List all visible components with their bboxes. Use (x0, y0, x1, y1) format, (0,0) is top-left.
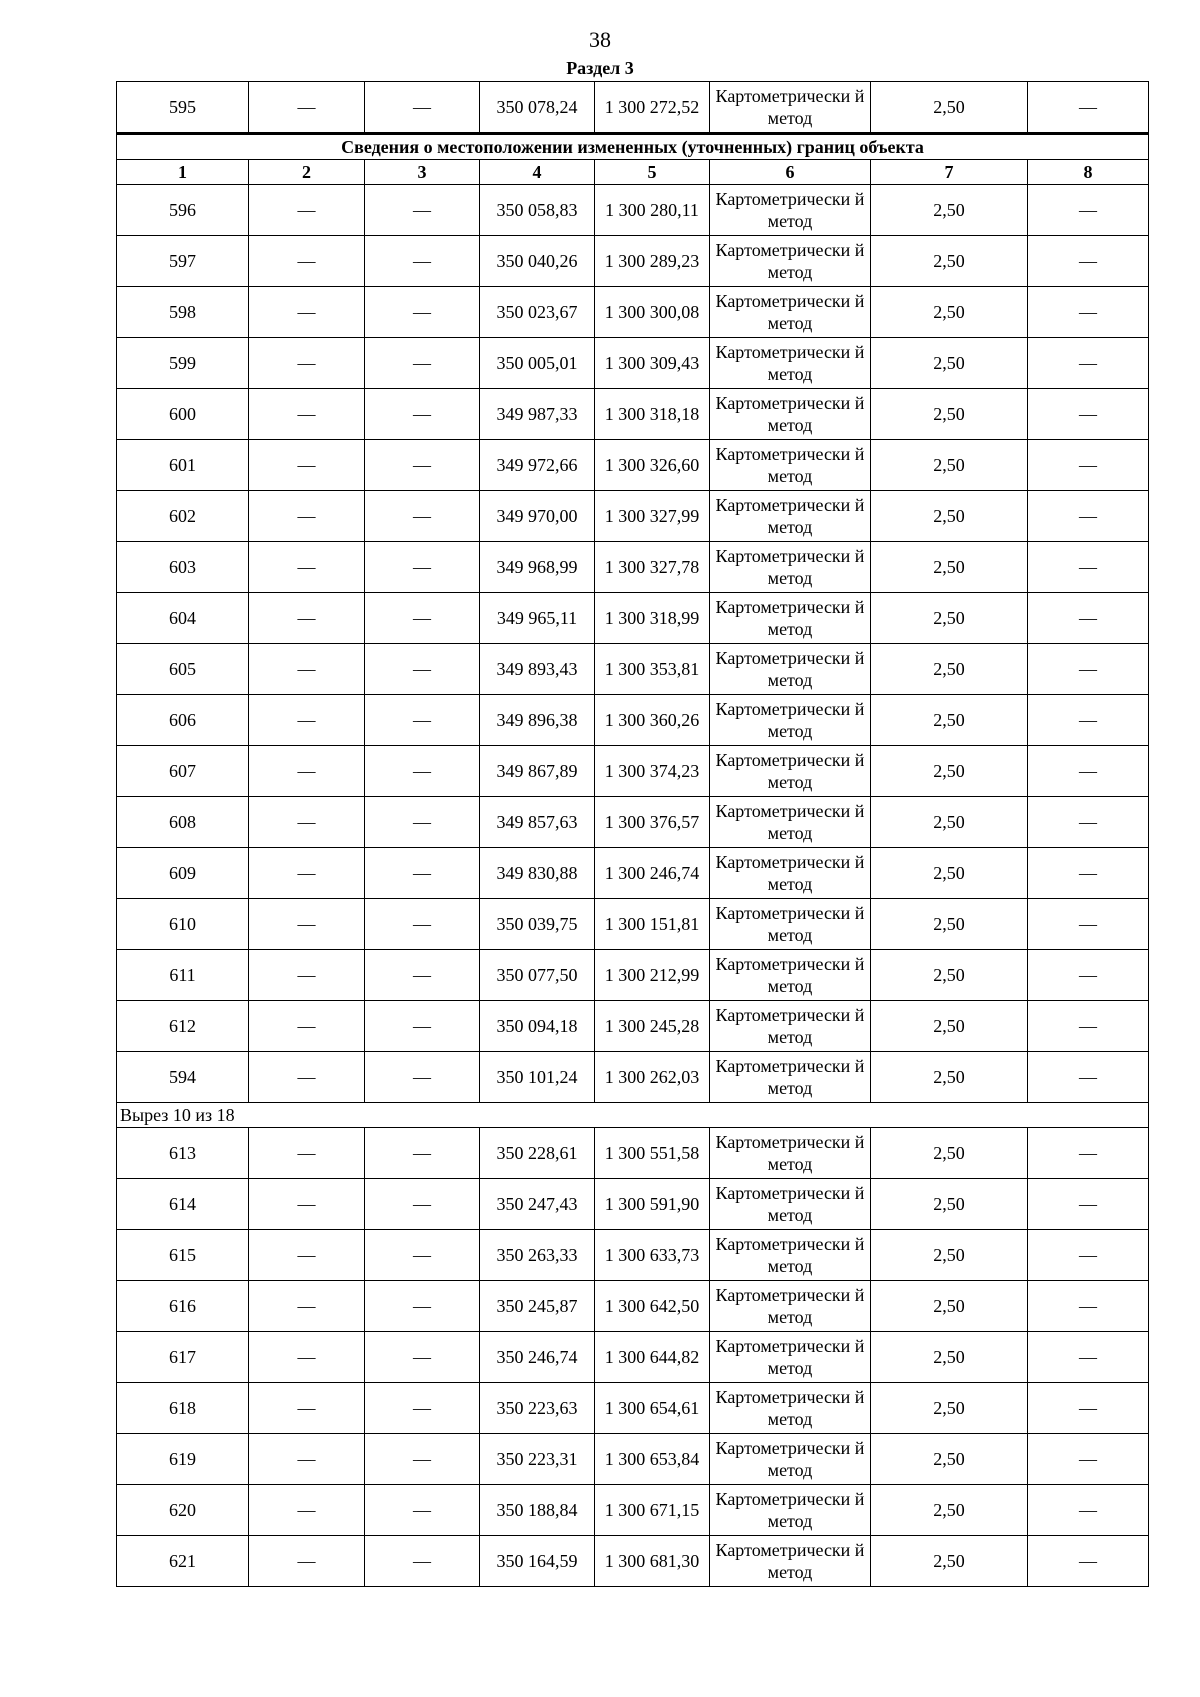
method: Картометрически й метод (710, 338, 871, 389)
point-number: 615 (117, 1230, 249, 1281)
cell-col8: — (1028, 1001, 1149, 1052)
method: Картометрически й метод (710, 1001, 871, 1052)
cell-col8: — (1028, 695, 1149, 746)
table-row (117, 185, 1149, 236)
cell-col8: — (1028, 185, 1149, 236)
cell-col2: — (249, 797, 365, 848)
table-row (117, 287, 1149, 338)
coord-x: 350 164,59 (480, 1536, 595, 1587)
method: Картометрически й метод (710, 542, 871, 593)
coord-x: 350 245,87 (480, 1281, 595, 1332)
cell-col8: — (1028, 1536, 1149, 1587)
table-row (117, 542, 1149, 593)
cell-col8: — (1028, 644, 1149, 695)
coord-y: 1 300 272,52 (595, 82, 710, 134)
method: Картометрически й метод (710, 440, 871, 491)
coord-x: 349 970,00 (480, 491, 595, 542)
column-header-row (117, 160, 1149, 185)
table-row (117, 1052, 1149, 1103)
method: Картометрически й метод (710, 644, 871, 695)
point-number: 608 (117, 797, 249, 848)
accuracy: 2,50 (871, 644, 1028, 695)
point-number: 612 (117, 1001, 249, 1052)
cell-col2: — (249, 389, 365, 440)
cell-col8: — (1028, 389, 1149, 440)
accuracy: 2,50 (871, 440, 1028, 491)
table-row (117, 338, 1149, 389)
cell-col2: — (249, 746, 365, 797)
point-number: 613 (117, 1128, 249, 1179)
accuracy: 2,50 (871, 1179, 1028, 1230)
cell-col3: — (365, 1485, 480, 1536)
accuracy: 2,50 (871, 542, 1028, 593)
cell-col3: — (365, 695, 480, 746)
cell-col3: — (365, 440, 480, 491)
cell-col2: — (249, 1052, 365, 1103)
accuracy: 2,50 (871, 593, 1028, 644)
coord-y: 1 300 318,99 (595, 593, 710, 644)
cell-col3: — (365, 1536, 480, 1587)
accuracy: 2,50 (871, 899, 1028, 950)
cell-col8: — (1028, 950, 1149, 1001)
cell-col8: — (1028, 797, 1149, 848)
coord-x: 350 039,75 (480, 899, 595, 950)
cell-col2: — (249, 1434, 365, 1485)
cell-col8: — (1028, 1281, 1149, 1332)
table-row (117, 899, 1149, 950)
table-row (117, 1128, 1149, 1179)
cell-col8: — (1028, 491, 1149, 542)
table-row (117, 1179, 1149, 1230)
coord-x: 349 867,89 (480, 746, 595, 797)
coord-y: 1 300 245,28 (595, 1001, 710, 1052)
accuracy: 2,50 (871, 185, 1028, 236)
cell-col8: — (1028, 440, 1149, 491)
cell-col3: — (365, 389, 480, 440)
method: Картометрически й метод (710, 1383, 871, 1434)
point-number: 596 (117, 185, 249, 236)
cell-col8: — (1028, 542, 1149, 593)
coord-y: 1 300 551,58 (595, 1128, 710, 1179)
column-header: 4 (480, 160, 595, 185)
cell-col3: — (365, 848, 480, 899)
cell-col2: — (249, 82, 365, 134)
cutout-label: Вырез 10 из 18 (117, 1103, 1149, 1128)
cell-col3: — (365, 899, 480, 950)
coord-x: 349 857,63 (480, 797, 595, 848)
cell-col3: — (365, 185, 480, 236)
point-number: 597 (117, 236, 249, 287)
coord-y: 1 300 262,03 (595, 1052, 710, 1103)
cell-col8: — (1028, 1383, 1149, 1434)
cell-col3: — (365, 797, 480, 848)
point-number: 619 (117, 1434, 249, 1485)
point-number: 617 (117, 1332, 249, 1383)
coord-x: 349 987,33 (480, 389, 595, 440)
cell-col3: — (365, 287, 480, 338)
cell-col2: — (249, 1179, 365, 1230)
point-number: 595 (117, 82, 249, 134)
cell-col3: — (365, 593, 480, 644)
coord-y: 1 300 289,23 (595, 236, 710, 287)
cell-col3: — (365, 644, 480, 695)
method: Картометрически й метод (710, 1230, 871, 1281)
coord-x: 350 228,61 (480, 1128, 595, 1179)
method: Картометрически й метод (710, 746, 871, 797)
table-row (117, 1434, 1149, 1485)
cell-col3: — (365, 1230, 480, 1281)
table-row (117, 1485, 1149, 1536)
coord-x: 350 005,01 (480, 338, 595, 389)
cell-col8: — (1028, 1332, 1149, 1383)
accuracy: 2,50 (871, 1128, 1028, 1179)
coord-y: 1 300 353,81 (595, 644, 710, 695)
cell-col8: — (1028, 1485, 1149, 1536)
cell-col8: — (1028, 1128, 1149, 1179)
accuracy: 2,50 (871, 1001, 1028, 1052)
accuracy: 2,50 (871, 1383, 1028, 1434)
point-number: 600 (117, 389, 249, 440)
coord-x: 350 023,67 (480, 287, 595, 338)
cell-col8: — (1028, 1434, 1149, 1485)
cell-col8: — (1028, 287, 1149, 338)
table-row (117, 1332, 1149, 1383)
coord-x: 349 972,66 (480, 440, 595, 491)
method: Картометрически й метод (710, 1536, 871, 1587)
coord-x: 349 968,99 (480, 542, 595, 593)
method: Картометрически й метод (710, 1332, 871, 1383)
coord-x: 350 247,43 (480, 1179, 595, 1230)
coord-x: 350 101,24 (480, 1052, 595, 1103)
cell-col2: — (249, 593, 365, 644)
cell-col3: — (365, 236, 480, 287)
cell-col3: — (365, 82, 480, 134)
column-header: 6 (710, 160, 871, 185)
coord-y: 1 300 326,60 (595, 440, 710, 491)
coord-x: 350 246,74 (480, 1332, 595, 1383)
method: Картометрически й метод (710, 899, 871, 950)
point-number: 611 (117, 950, 249, 1001)
point-number: 607 (117, 746, 249, 797)
method: Картометрически й метод (710, 1434, 871, 1485)
accuracy: 2,50 (871, 1332, 1028, 1383)
point-number: 603 (117, 542, 249, 593)
cell-col2: — (249, 236, 365, 287)
cell-col3: — (365, 1179, 480, 1230)
method: Картометрически й метод (710, 236, 871, 287)
table-row (117, 1230, 1149, 1281)
accuracy: 2,50 (871, 82, 1028, 134)
accuracy: 2,50 (871, 1230, 1028, 1281)
column-header: 2 (249, 160, 365, 185)
cell-col3: — (365, 1434, 480, 1485)
table-row (117, 1001, 1149, 1052)
coord-y: 1 300 633,73 (595, 1230, 710, 1281)
method: Картометрически й метод (710, 287, 871, 338)
cell-col2: — (249, 287, 365, 338)
page-number: 38 (589, 27, 611, 52)
table-row (117, 644, 1149, 695)
cell-col2: — (249, 1128, 365, 1179)
cell-col3: — (365, 338, 480, 389)
coord-y: 1 300 681,30 (595, 1536, 710, 1587)
method: Картометрически й метод (710, 950, 871, 1001)
cell-col3: — (365, 950, 480, 1001)
method: Картометрически й метод (710, 1281, 871, 1332)
cell-col2: — (249, 338, 365, 389)
method: Картометрически й метод (710, 797, 871, 848)
column-header: 5 (595, 160, 710, 185)
table-row (117, 593, 1149, 644)
accuracy: 2,50 (871, 1281, 1028, 1332)
cell-col2: — (249, 1485, 365, 1536)
cell-col2: — (249, 491, 365, 542)
table-row (117, 950, 1149, 1001)
column-header: 8 (1028, 160, 1149, 185)
table-row (117, 1536, 1149, 1587)
coord-y: 1 300 360,26 (595, 695, 710, 746)
point-number: 605 (117, 644, 249, 695)
cell-col3: — (365, 491, 480, 542)
cell-col3: — (365, 1332, 480, 1383)
coord-x: 350 223,31 (480, 1434, 595, 1485)
point-number: 604 (117, 593, 249, 644)
cell-col2: — (249, 899, 365, 950)
point-number: 601 (117, 440, 249, 491)
method: Картометрически й метод (710, 848, 871, 899)
point-number: 602 (117, 491, 249, 542)
cell-col3: — (365, 1383, 480, 1434)
coord-x: 349 896,38 (480, 695, 595, 746)
accuracy: 2,50 (871, 1536, 1028, 1587)
cell-col3: — (365, 1281, 480, 1332)
method: Картометрически й метод (710, 1128, 871, 1179)
cell-col2: — (249, 1383, 365, 1434)
method: Картометрически й метод (710, 491, 871, 542)
point-number: 594 (117, 1052, 249, 1103)
cell-col8: — (1028, 746, 1149, 797)
accuracy: 2,50 (871, 491, 1028, 542)
cell-col2: — (249, 1332, 365, 1383)
coord-y: 1 300 280,11 (595, 185, 710, 236)
cell-col8: — (1028, 593, 1149, 644)
cell-col2: — (249, 1230, 365, 1281)
accuracy: 2,50 (871, 797, 1028, 848)
accuracy: 2,50 (871, 1434, 1028, 1485)
coord-y: 1 300 327,78 (595, 542, 710, 593)
cell-col2: — (249, 644, 365, 695)
method: Картометрически й метод (710, 695, 871, 746)
coord-x: 350 077,50 (480, 950, 595, 1001)
caption-row (117, 134, 1149, 160)
cell-col8: — (1028, 338, 1149, 389)
coord-y: 1 300 309,43 (595, 338, 710, 389)
cell-col8: — (1028, 82, 1149, 134)
table-row (117, 389, 1149, 440)
column-header: 7 (871, 160, 1028, 185)
coord-y: 1 300 591,90 (595, 1179, 710, 1230)
table-row (117, 695, 1149, 746)
table-row (117, 848, 1149, 899)
point-number: 598 (117, 287, 249, 338)
coord-x: 349 893,43 (480, 644, 595, 695)
coordinates-table-body (117, 82, 1149, 1587)
column-header: 3 (365, 160, 480, 185)
table-caption: Сведения о местоположении измененных (уточненных) границ объекта (117, 134, 1149, 160)
accuracy: 2,50 (871, 389, 1028, 440)
accuracy: 2,50 (871, 848, 1028, 899)
coord-y: 1 300 327,99 (595, 491, 710, 542)
cell-col8: — (1028, 899, 1149, 950)
cell-col3: — (365, 1052, 480, 1103)
point-number: 621 (117, 1536, 249, 1587)
method: Картометрически й метод (710, 1179, 871, 1230)
coord-y: 1 300 151,81 (595, 899, 710, 950)
coord-x: 350 223,63 (480, 1383, 595, 1434)
method: Картометрически й метод (710, 389, 871, 440)
accuracy: 2,50 (871, 746, 1028, 797)
cell-col2: — (249, 1536, 365, 1587)
table-row (117, 1383, 1149, 1434)
method: Картометрически й метод (710, 82, 871, 134)
coord-x: 349 965,11 (480, 593, 595, 644)
accuracy: 2,50 (871, 1485, 1028, 1536)
cell-col8: — (1028, 1230, 1149, 1281)
cutout-row (117, 1103, 1149, 1128)
table-row (117, 491, 1149, 542)
cell-col2: — (249, 848, 365, 899)
coord-y: 1 300 374,23 (595, 746, 710, 797)
table-row (117, 746, 1149, 797)
table-row (117, 797, 1149, 848)
method: Картометрически й метод (710, 593, 871, 644)
point-number: 614 (117, 1179, 249, 1230)
cell-col8: — (1028, 1179, 1149, 1230)
table-row (117, 1281, 1149, 1332)
coord-y: 1 300 642,50 (595, 1281, 710, 1332)
method: Картометрически й метод (710, 1052, 871, 1103)
point-number: 618 (117, 1383, 249, 1434)
cell-col3: — (365, 746, 480, 797)
coord-y: 1 300 376,57 (595, 797, 710, 848)
column-header: 1 (117, 160, 249, 185)
cell-col3: — (365, 542, 480, 593)
accuracy: 2,50 (871, 695, 1028, 746)
coord-y: 1 300 653,84 (595, 1434, 710, 1485)
coord-y: 1 300 654,61 (595, 1383, 710, 1434)
coord-y: 1 300 246,74 (595, 848, 710, 899)
coord-x: 350 094,18 (480, 1001, 595, 1052)
cell-col2: — (249, 1001, 365, 1052)
point-number: 620 (117, 1485, 249, 1536)
accuracy: 2,50 (871, 338, 1028, 389)
coord-x: 349 830,88 (480, 848, 595, 899)
accuracy: 2,50 (871, 1052, 1028, 1103)
coordinates-table (116, 81, 1149, 1587)
method: Картометрически й метод (710, 185, 871, 236)
point-number: 609 (117, 848, 249, 899)
cell-col8: — (1028, 848, 1149, 899)
coord-y: 1 300 644,82 (595, 1332, 710, 1383)
coord-x: 350 040,26 (480, 236, 595, 287)
accuracy: 2,50 (871, 236, 1028, 287)
method: Картометрически й метод (710, 1485, 871, 1536)
cell-col2: — (249, 695, 365, 746)
cell-col2: — (249, 950, 365, 1001)
coord-x: 350 078,24 (480, 82, 595, 134)
cell-col3: — (365, 1128, 480, 1179)
point-number: 610 (117, 899, 249, 950)
cell-col2: — (249, 440, 365, 491)
coord-x: 350 263,33 (480, 1230, 595, 1281)
coord-x: 350 058,83 (480, 185, 595, 236)
coord-y: 1 300 671,15 (595, 1485, 710, 1536)
accuracy: 2,50 (871, 950, 1028, 1001)
cell-col8: — (1028, 236, 1149, 287)
coord-y: 1 300 318,18 (595, 389, 710, 440)
table-row (117, 82, 1149, 134)
cell-col2: — (249, 542, 365, 593)
table-row (117, 440, 1149, 491)
section-title: Раздел 3 (566, 58, 634, 78)
cell-col3: — (365, 1001, 480, 1052)
accuracy: 2,50 (871, 287, 1028, 338)
point-number: 599 (117, 338, 249, 389)
coord-x: 350 188,84 (480, 1485, 595, 1536)
cell-col2: — (249, 185, 365, 236)
cell-col8: — (1028, 1052, 1149, 1103)
cell-col2: — (249, 1281, 365, 1332)
coord-y: 1 300 212,99 (595, 950, 710, 1001)
coord-y: 1 300 300,08 (595, 287, 710, 338)
table-row (117, 236, 1149, 287)
point-number: 616 (117, 1281, 249, 1332)
point-number: 606 (117, 695, 249, 746)
